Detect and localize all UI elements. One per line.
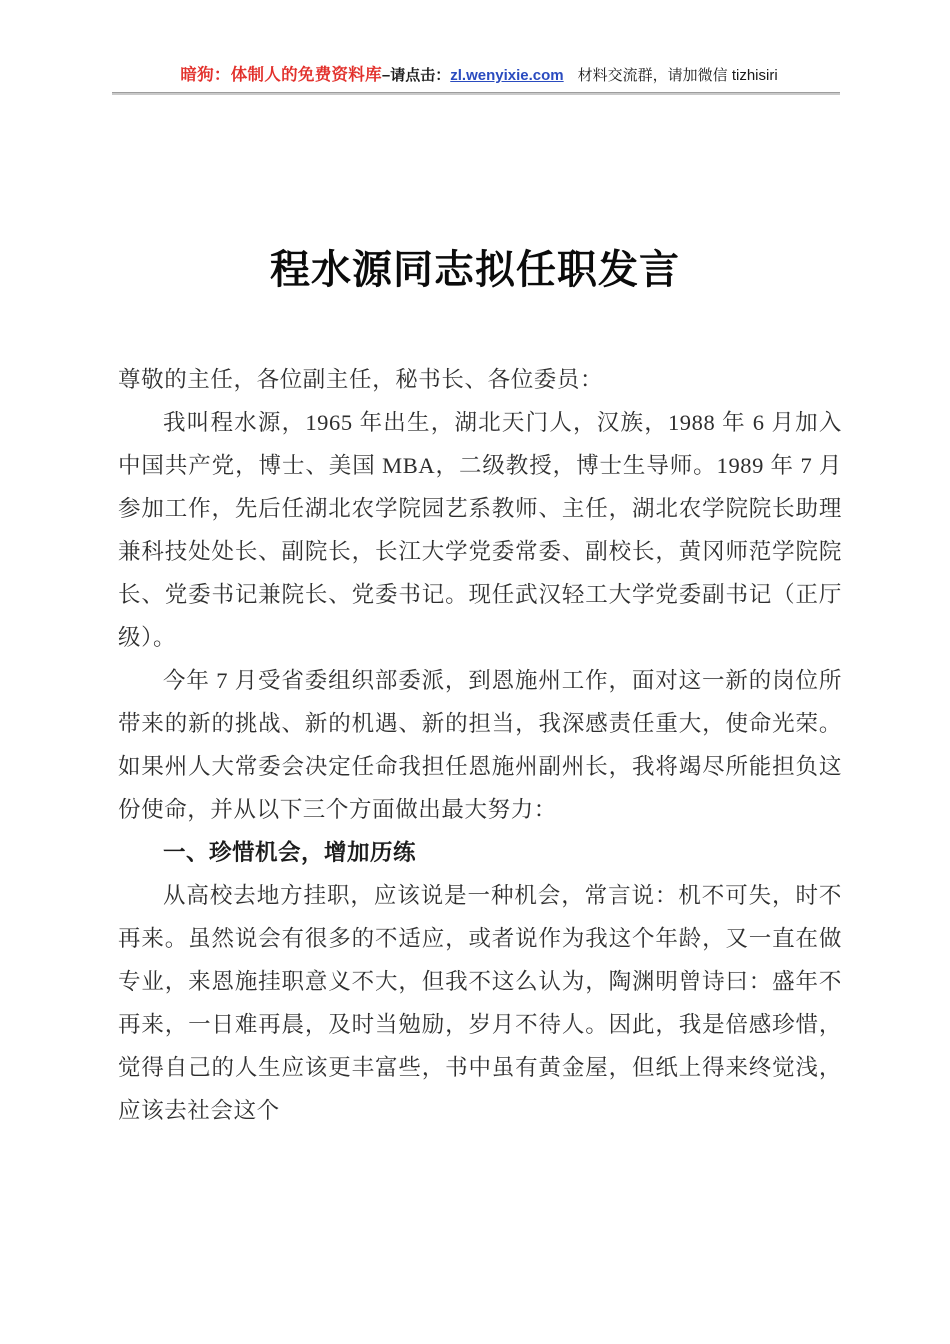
body-paragraph: 我叫程水源，1965 年出生，湖北天门人，汉族，1988 年 6 月加入中国共产党，博士、美国 MBA，二级教授，博士生导师。1989 年 7 月参加工作，先后任湖北农学院园艺系教师、主任，湖北农学院院长助理兼科技处处长、副院长，长江大学党委常委、副校长，黄冈师范学院院长、党委书记兼院长、党委书记。现任武汉轻工大学党委副书记（正厅级）。 — [118, 410, 842, 650]
promo-link[interactable]: zl.wenyixie.com — [450, 67, 564, 84]
body-paragraph: 从高校去地方挂职，应该说是一种机会，常言说：机不可失，时不再来。虽然说会有很多的不适应，或者说作为我这个年龄，又一直在做专业，来恩施挂职意义不大，但我不这么认为，陶渊明曾诗曰：盛年不再来，一日难再晨，及时当勉励，岁月不待人。因此，我是倍感珍惜，觉得自己的人生应该更丰富些，书中虽有黄金屋，但纸上得来终觉浅，应该去社会这个 — [118, 883, 842, 1123]
section-heading-1: 一、珍惜机会，增加历练 — [163, 840, 417, 865]
page-title: 程水源同志拟任职发言 — [270, 248, 680, 292]
promo-header-banner — [118, 60, 840, 90]
promo-wechat-text: 材料交流群，请加微信 tizhisiri — [577, 67, 778, 84]
promo-prompt-text: –请点击： — [381, 67, 451, 84]
promo-brand-text: 暗狗：体制人的免费资料库 — [180, 66, 382, 84]
header-divider-rule — [112, 92, 840, 95]
salutation-line: 尊敬的主任，各位副主任，秘书长、各位委员： — [118, 367, 604, 392]
document-body — [118, 358, 842, 1132]
body-paragraph: 今年 7 月受省委组织部委派，到恩施州工作，面对这一新的岗位所带来的新的挑战、新的机遇、新的担当，我深感责任重大，使命光荣。如果州人大常委会决定任命我担任恩施州副州长，我将竭尽所能担负这份使命，并从以下三个方面做出最大努力： — [118, 668, 842, 822]
